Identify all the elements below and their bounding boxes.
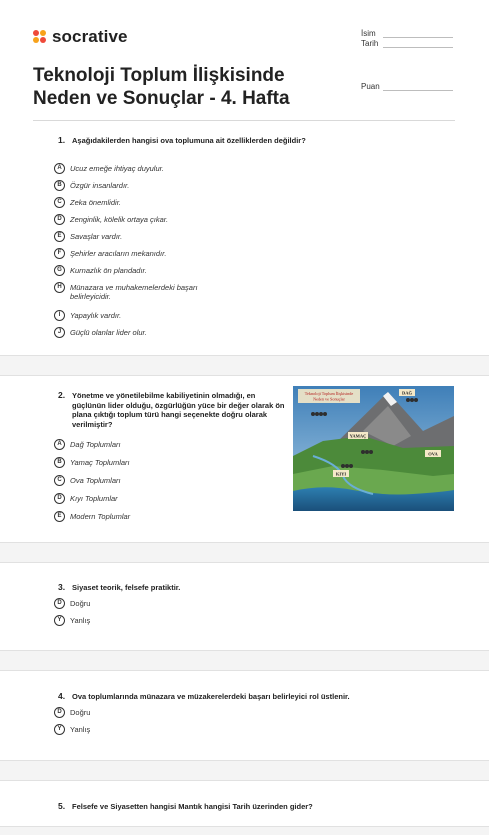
label-coast: KIYI — [335, 471, 347, 477]
option-letter-badge: Y — [54, 615, 65, 626]
option-letter-badge: C — [54, 197, 65, 208]
option-text: Özgür insanlardır. — [70, 181, 130, 190]
option-e[interactable] — [54, 232, 240, 242]
student-fields — [361, 28, 453, 48]
question-number: 3. — [58, 582, 66, 592]
logo-dots-icon — [33, 30, 47, 44]
question-2-header — [58, 391, 287, 429]
option-letter-badge: E — [54, 511, 65, 522]
option-false[interactable] — [54, 616, 240, 626]
label-mountain: DAĞ — [402, 390, 412, 396]
option-false[interactable] — [54, 725, 240, 735]
option-text: Dağ Toplumları — [70, 440, 121, 449]
score-line — [383, 83, 453, 91]
option-d[interactable] — [54, 494, 240, 504]
question-5-header — [58, 802, 432, 812]
question-separator — [0, 542, 489, 563]
page-bottom-band — [0, 826, 489, 835]
question-text: Felsefe ve Siyasetten hangisi Mantık hangisi Tarih üzerinden gider? — [72, 802, 313, 811]
option-letter-badge: G — [54, 265, 65, 276]
score-label: Puan — [361, 82, 380, 91]
illustration — [293, 386, 454, 511]
name-field[interactable] — [361, 28, 453, 38]
worksheet-header — [0, 0, 489, 120]
option-letter-badge: A — [54, 163, 65, 174]
option-text: Yanlış — [70, 616, 91, 625]
option-text: Şehirler aracıların mekanıdır. — [70, 249, 167, 258]
option-true[interactable] — [54, 599, 240, 609]
option-text: Zeka önemlidir. — [70, 198, 121, 207]
page-title — [33, 64, 333, 110]
score-field[interactable] — [361, 82, 453, 91]
option-letter-badge: B — [54, 180, 65, 191]
date-field[interactable] — [361, 38, 453, 48]
option-letter-badge: H — [54, 282, 65, 293]
image-title-line-1: Teknoloji Toplum İlişkisinde — [304, 391, 354, 396]
option-letter-badge: C — [54, 475, 65, 486]
date-line — [383, 40, 453, 48]
option-letter-badge: F — [54, 248, 65, 259]
option-letter-badge: I — [54, 310, 65, 321]
question-separator — [0, 355, 489, 376]
question-number: 4. — [58, 691, 66, 701]
option-a[interactable] — [54, 440, 240, 450]
option-letter-badge: B — [54, 457, 65, 468]
option-letter-badge: D — [54, 707, 65, 718]
option-letter-badge: E — [54, 231, 65, 242]
option-letter-badge: A — [54, 439, 65, 450]
option-text: Doğru — [70, 599, 91, 608]
option-letter-badge: J — [54, 327, 65, 338]
option-text: Münazara ve muhakemelerdeki başarı belirleyicidir. — [70, 283, 198, 301]
option-letter-badge: D — [54, 214, 65, 225]
option-b[interactable] — [54, 458, 240, 468]
option-i[interactable] — [54, 311, 240, 321]
option-text: Kurnazlık ön plandadır. — [70, 266, 147, 275]
option-text: Doğru — [70, 708, 91, 717]
title-line-1: Teknoloji Toplum İlişkisinde — [33, 65, 285, 86]
option-c[interactable] — [54, 476, 240, 486]
option-letter-badge: D — [54, 598, 65, 609]
question-1-header — [58, 136, 322, 146]
question-text: Ova toplumlarında münazara ve müzakerelerdeki başarı belirleyici rol üstlenir. — [72, 692, 350, 701]
label-slope: YAMAÇ — [349, 433, 367, 439]
option-text: Savaşlar vardır. — [70, 232, 123, 241]
option-text: Ucuz emeğe ihtiyaç duyulur. — [70, 164, 164, 173]
question-text: Aşağıdakilerden hangisi ova toplumuna ait özelliklerden değildir? — [72, 136, 306, 145]
option-letter-badge: Y — [54, 724, 65, 735]
option-e[interactable] — [54, 512, 240, 522]
option-a[interactable] — [54, 164, 240, 174]
option-c[interactable] — [54, 198, 240, 208]
question-3-header — [58, 583, 392, 593]
option-text: Yapaylık vardır. — [70, 311, 122, 320]
option-d[interactable] — [54, 215, 240, 225]
option-text: Zenginlik, kölelik ortaya çıkar. — [70, 215, 169, 224]
society-map-image — [293, 386, 454, 511]
option-g[interactable] — [54, 266, 240, 276]
option-f[interactable] — [54, 249, 240, 259]
label-plain: OVA — [428, 451, 438, 457]
header-divider — [33, 120, 455, 121]
question-text: Siyaset teorik, felsefe pratiktir. — [72, 583, 181, 592]
question-text: Yönetme ve yönetilebilme kabiliyetinin olmadığı, en güçlünün lider olduğu, özgürlüğün yüce bir değer olarak ön plana çıktığı toplum türü hangi seçenekte doğru olarak verilmiştir? — [72, 391, 285, 429]
question-number: 2. — [58, 390, 66, 400]
question-number: 5. — [58, 801, 66, 811]
image-title-line-2: Neden ve Sonuçlar — [313, 396, 345, 402]
name-label: İsim — [361, 29, 376, 38]
option-text: Yamaç Toplumları — [70, 458, 130, 467]
option-b[interactable] — [54, 181, 240, 191]
question-separator — [0, 650, 489, 671]
option-text: Modern Toplumlar — [70, 512, 131, 521]
date-label: Tarih — [361, 39, 379, 48]
option-text: Ova Toplumları — [70, 476, 121, 485]
question-separator — [0, 760, 489, 781]
brand-name: socrative — [52, 27, 128, 46]
name-line — [383, 30, 453, 38]
option-h[interactable] — [54, 283, 230, 301]
title-line-2: Neden ve Sonuçlar - 4. Hafta — [33, 88, 290, 109]
option-text: Yanlış — [70, 725, 91, 734]
question-4-header — [58, 692, 432, 702]
option-letter-badge: D — [54, 493, 65, 504]
question-number: 1. — [58, 135, 66, 145]
option-text: Güçlü olanlar lider olur. — [70, 328, 147, 337]
option-true[interactable] — [54, 708, 240, 718]
socrative-logo — [33, 27, 128, 47]
option-text: Kıyı Toplumlar — [70, 494, 118, 503]
option-j[interactable] — [54, 328, 240, 338]
